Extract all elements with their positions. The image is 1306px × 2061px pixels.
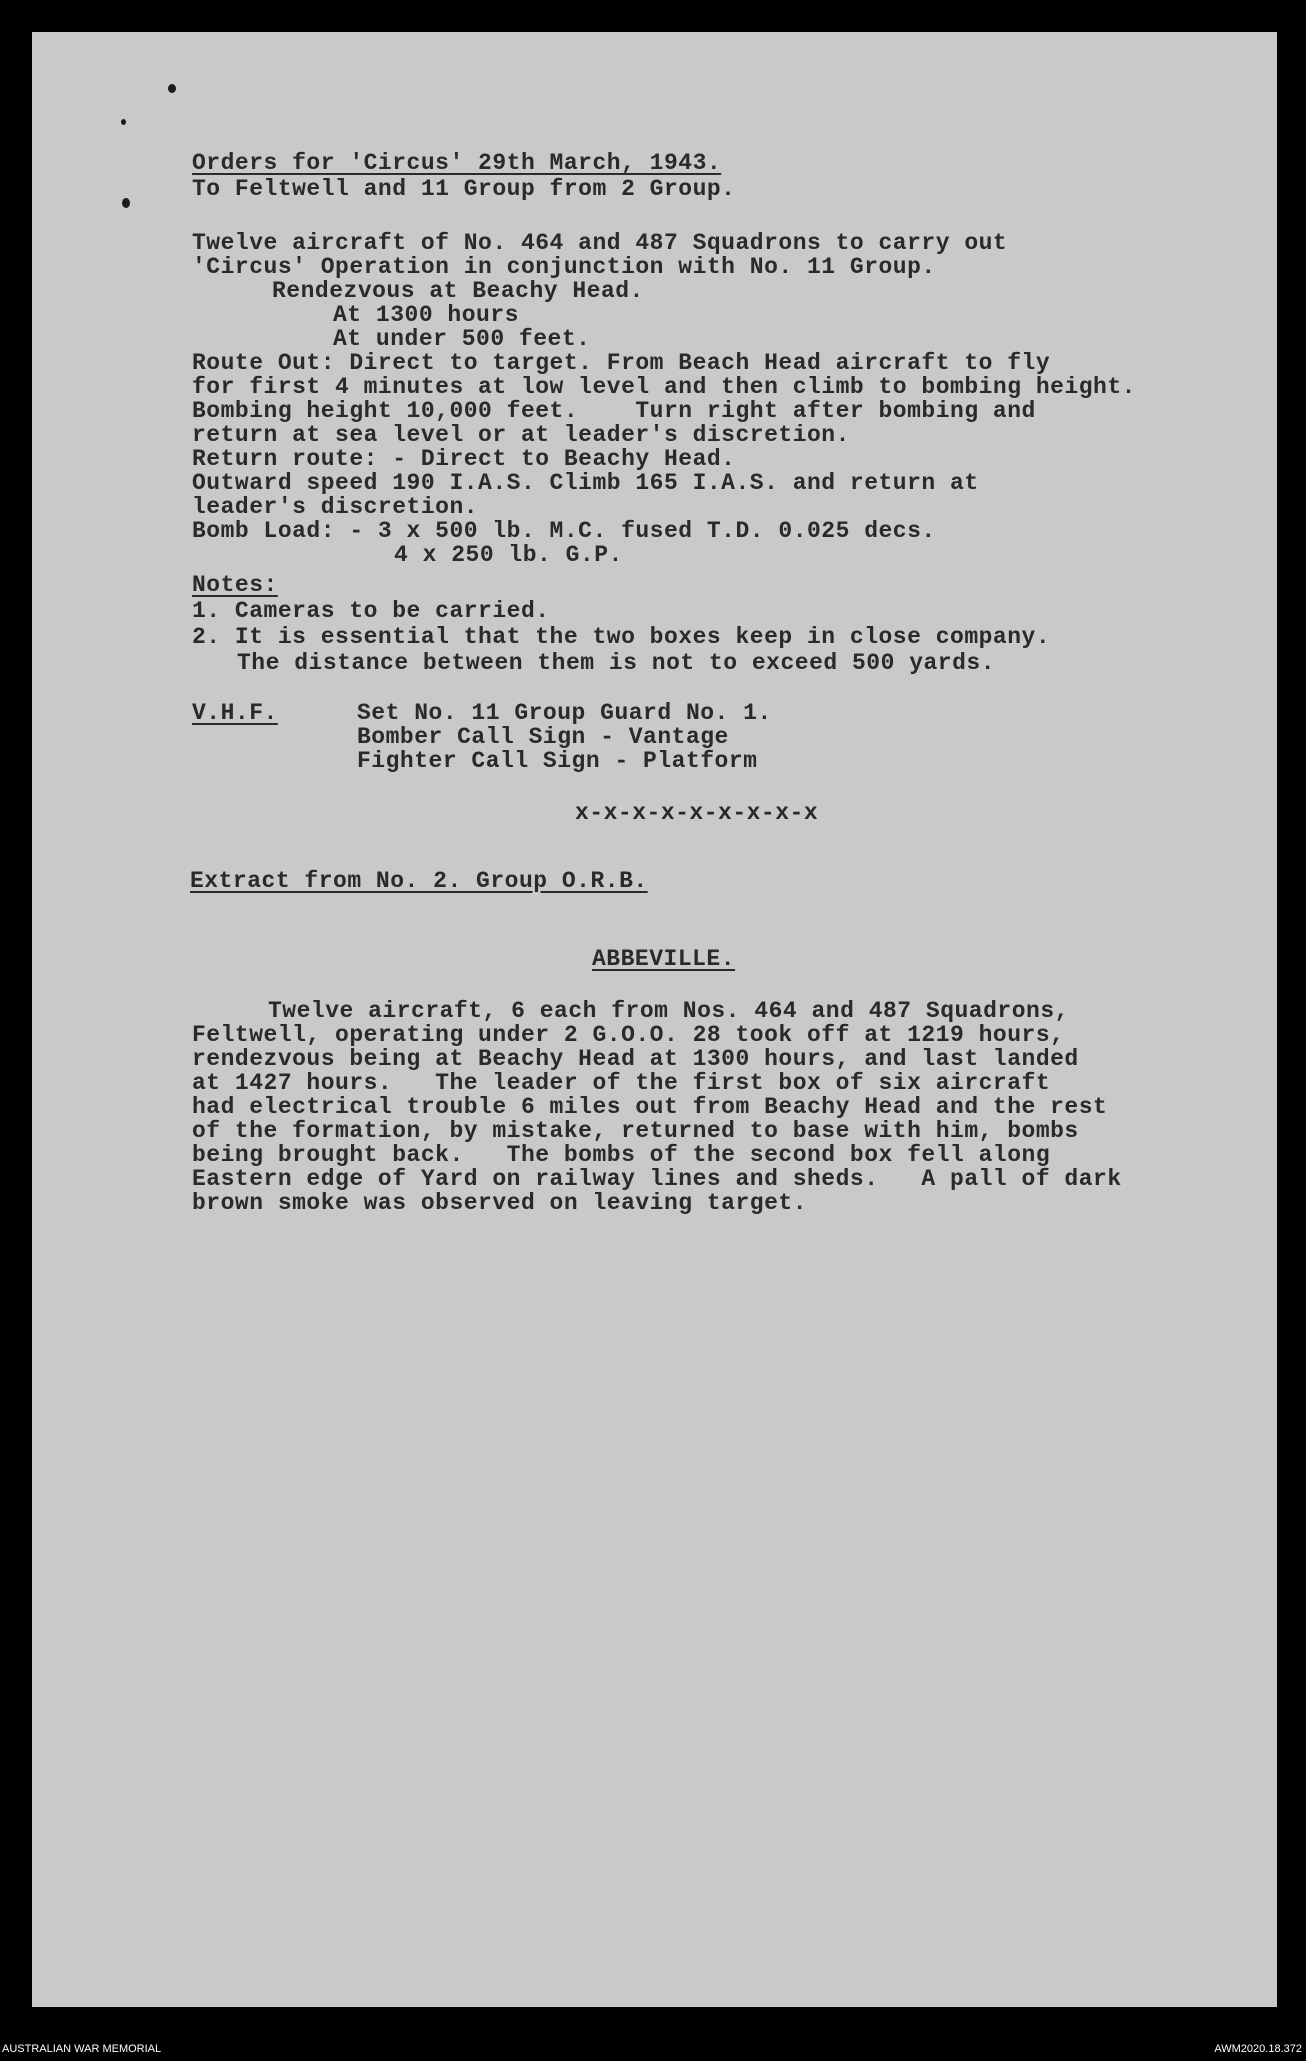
orders-line: Route Out: Direct to target. From Beach Head aircraft to fly [192,350,1051,376]
orders-line: At 1300 hours [333,302,519,328]
orders-line: Return route: - Direct to Beachy Head. [192,446,736,472]
vhf-line: Bomber Call Sign - Vantage [357,724,729,750]
orders-line: 4 x 250 lb. G.P. [394,542,623,568]
paper-speck [122,198,130,208]
orders-line: for first 4 minutes at low level and then climb to bombing height. [192,374,1136,400]
extract-line: of the formation, by mistake, returned to base with him, bombs [192,1118,1079,1144]
document-title: Orders for 'Circus' 29th March, 1943. [192,150,722,176]
orders-line: Rendezvous at Beachy Head. [272,278,644,304]
notes-line: 2. It is essential that the two boxes keep in close company. [192,624,1051,650]
orders-line: Twelve aircraft of No. 464 and 487 Squadrons to carry out [192,230,1008,256]
orders-line: Bombing height 10,000 feet. Turn right after bombing and [192,398,1036,424]
footer-reference: AWM2020.18.372 [1214,2043,1302,2055]
orders-line: leader's discretion. [192,494,479,520]
extract-line: Twelve aircraft, 6 each from Nos. 464 and 487 Squadrons, [268,998,1069,1024]
orders-line: Bomb Load: - 3 x 500 lb. M.C. fused T.D. 0.025 decs. [192,518,936,544]
notes-line: The distance between them is not to exceed 500 yards. [237,650,996,676]
vhf-label: V.H.F. [192,700,278,726]
extract-line: Eastern edge of Yard on railway lines and sheds. A pall of dark [192,1166,1122,1192]
notes-heading: Notes: [192,572,278,598]
footer-credit: AUSTRALIAN WAR MEMORIAL [2,2043,162,2055]
extract-line: brown smoke was observed on leaving target. [192,1190,807,1216]
orders-line: 'Circus' Operation in conjunction with No. 11 Group. [192,254,936,280]
extract-line: at 1427 hours. The leader of the first box of six aircraft [192,1070,1051,1096]
vhf-line: Fighter Call Sign - Platform [357,748,758,774]
vhf-line: Set No. 11 Group Guard No. 1. [357,700,772,726]
extract-line: Feltwell, operating under 2 G.O.O. 28 took off at 1219 hours, [192,1022,1065,1048]
section-heading: ABBEVILLE. [592,946,736,972]
paper-speck [121,119,126,125]
separator-line: x-x-x-x-x-x-x-x-x [575,800,819,826]
orders-line: Outward speed 190 I.A.S. Climb 165 I.A.S. and return at [192,470,979,496]
orders-line: return at sea level or at leader's discretion. [192,422,850,448]
extract-line: had electrical trouble 6 miles out from Beachy Head and the rest [192,1094,1108,1120]
extract-heading: Extract from No. 2. Group O.R.B. [190,868,648,894]
extract-line: being brought back. The bombs of the second box fell along [192,1142,1051,1168]
paper-speck [168,84,176,93]
extract-line: rendezvous being at Beachy Head at 1300 hours, and last landed [192,1046,1079,1072]
orders-line: At under 500 feet. [333,326,591,352]
document-subtitle: To Feltwell and 11 Group from 2 Group. [192,176,736,202]
notes-line: 1. Cameras to be carried. [192,598,550,624]
